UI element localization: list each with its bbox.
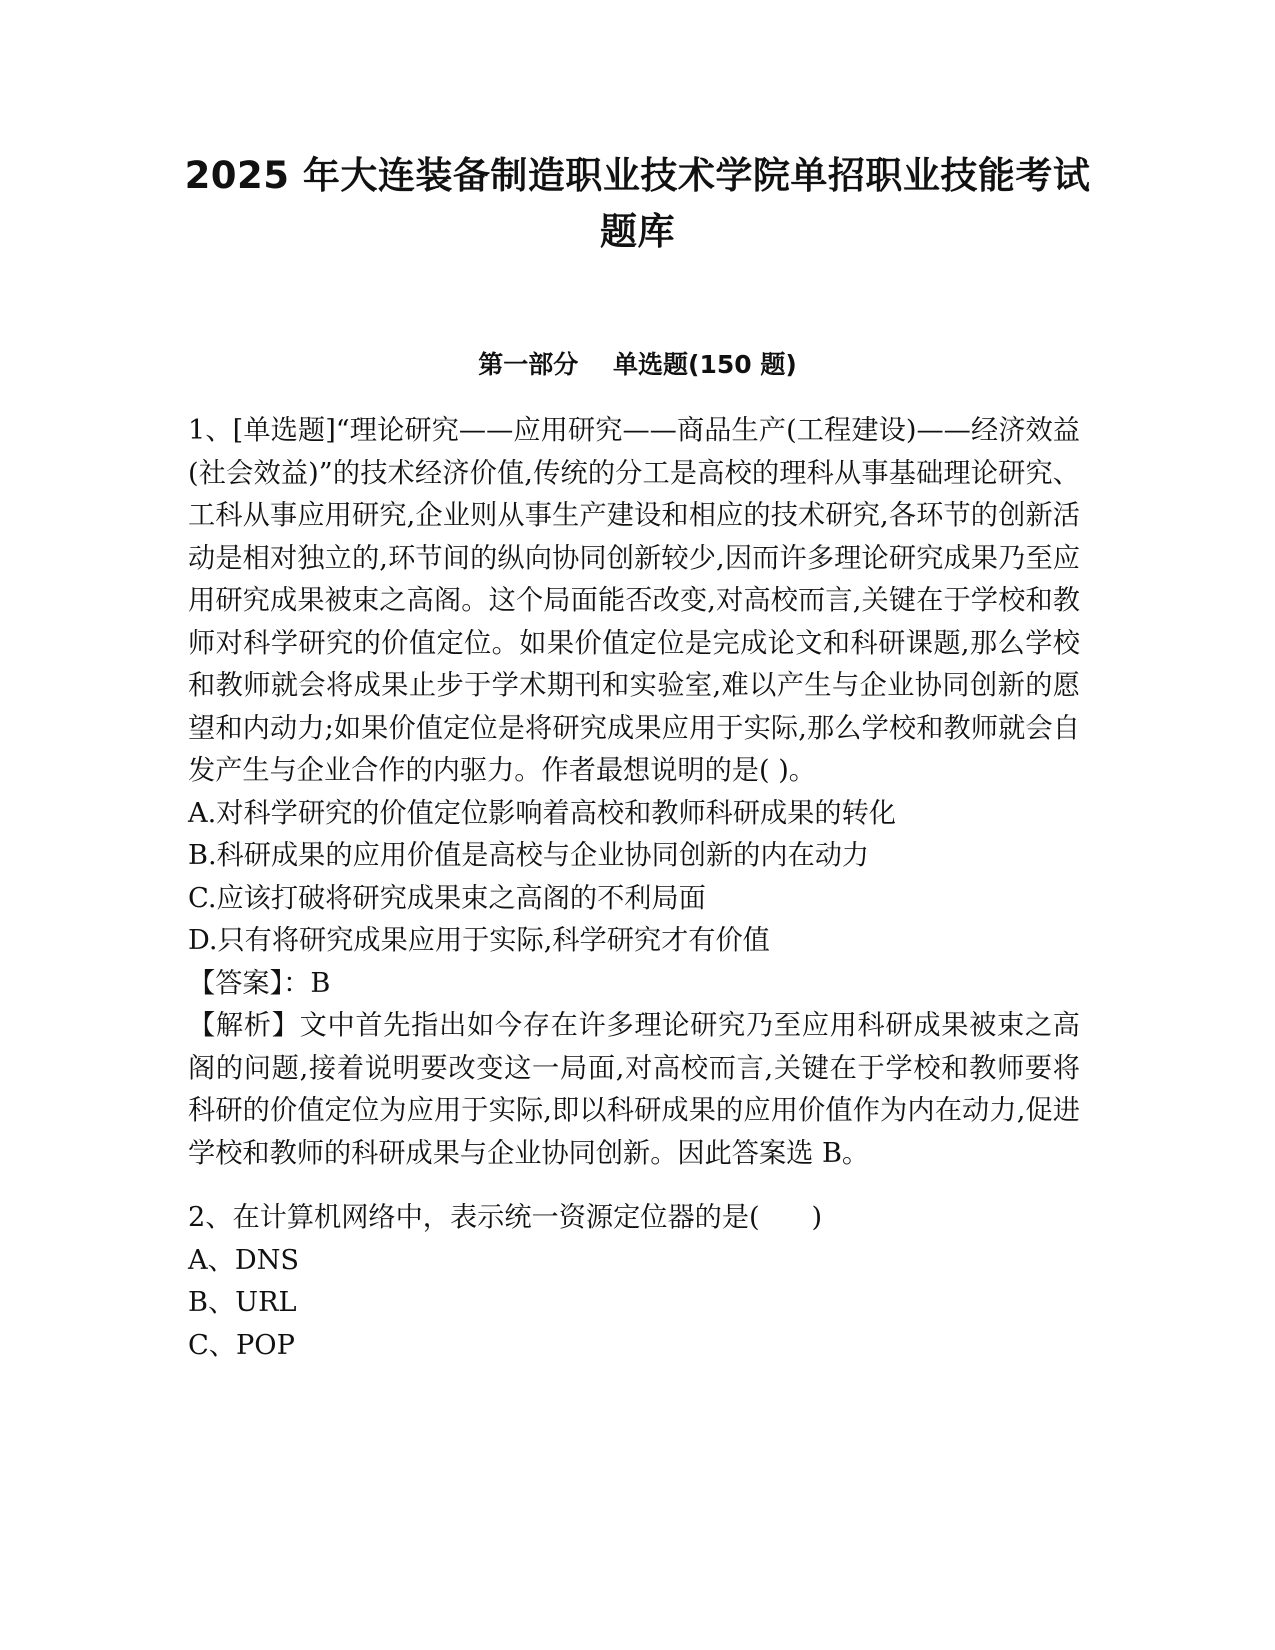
question-1	[188, 410, 1080, 1175]
option-b: B、URL	[188, 1287, 297, 1318]
analysis-paragraph: 【解析】文中首先指出如今存在许多理论研究乃至应用科研成果被束之高阁的问题,接着说明要改变这一局面,对高校而言,关键在于学校和教师要将科研的价值定位为应用于实际,即以科研成果的应用价值作为内在动力,促进学校和教师的科研成果与企业协同创新。因此答案选 B。	[188, 1010, 1080, 1169]
question-stem: 1、[单选题]“理论研究——应用研究——商品生产(工程建设)——经济效益(社会效益)”的技术经济价值,传统的分工是高校的理科从事基础理论研究、工科从事应用研究,企业则从事生产建设和相应的技术研究,各环节的创新活动是相对独立的,环节间的纵向协同创新较少,因而许多理论研究成果乃至应用研究成果被束之高阁。这个局面能否改变,对高校而言,关键在于学校和教师对科学研究的价值定位。如果价值定位是完成论文和科研课题,那么学校和教师就会将成果止步于学术期刊和实验室,难以产生与企业协同创新的愿望和内动力;如果价值定位是将研究成果应用于实际,那么学校和教师就会自发产生与企业合作的内驱力。作者最想说明的是( )。	[188, 415, 1080, 786]
option-a: A、DNS	[188, 1244, 300, 1276]
option-b: B.科研成果的应用价值是高校与企业协同创新的内在动力	[188, 840, 870, 871]
question-list	[188, 410, 1080, 1367]
question-spacer	[188, 1175, 1080, 1197]
question-2	[188, 1197, 1080, 1367]
title-line-1: 2025 年大连装备制造职业技术学院单招职业技能考试	[184, 154, 1091, 197]
answer-line: 【答案】：B	[188, 967, 331, 999]
document-title	[150, 148, 1125, 260]
option-a: A.对科学研究的价值定位影响着高校和教师科研成果的转化	[188, 797, 896, 829]
section-heading: 第一部分 单选题(150 题)	[478, 350, 797, 379]
option-c: C.应该打破将研究成果束之高阁的不利局面	[188, 882, 706, 914]
title-line-2: 题库	[600, 210, 675, 253]
option-d: D.只有将研究成果应用于实际,科学研究才有价值	[188, 925, 770, 956]
question-stem: 2、在计算机网络中，表示统一资源定位器的是( )	[188, 1202, 823, 1233]
option-c: C、POP	[188, 1329, 295, 1361]
